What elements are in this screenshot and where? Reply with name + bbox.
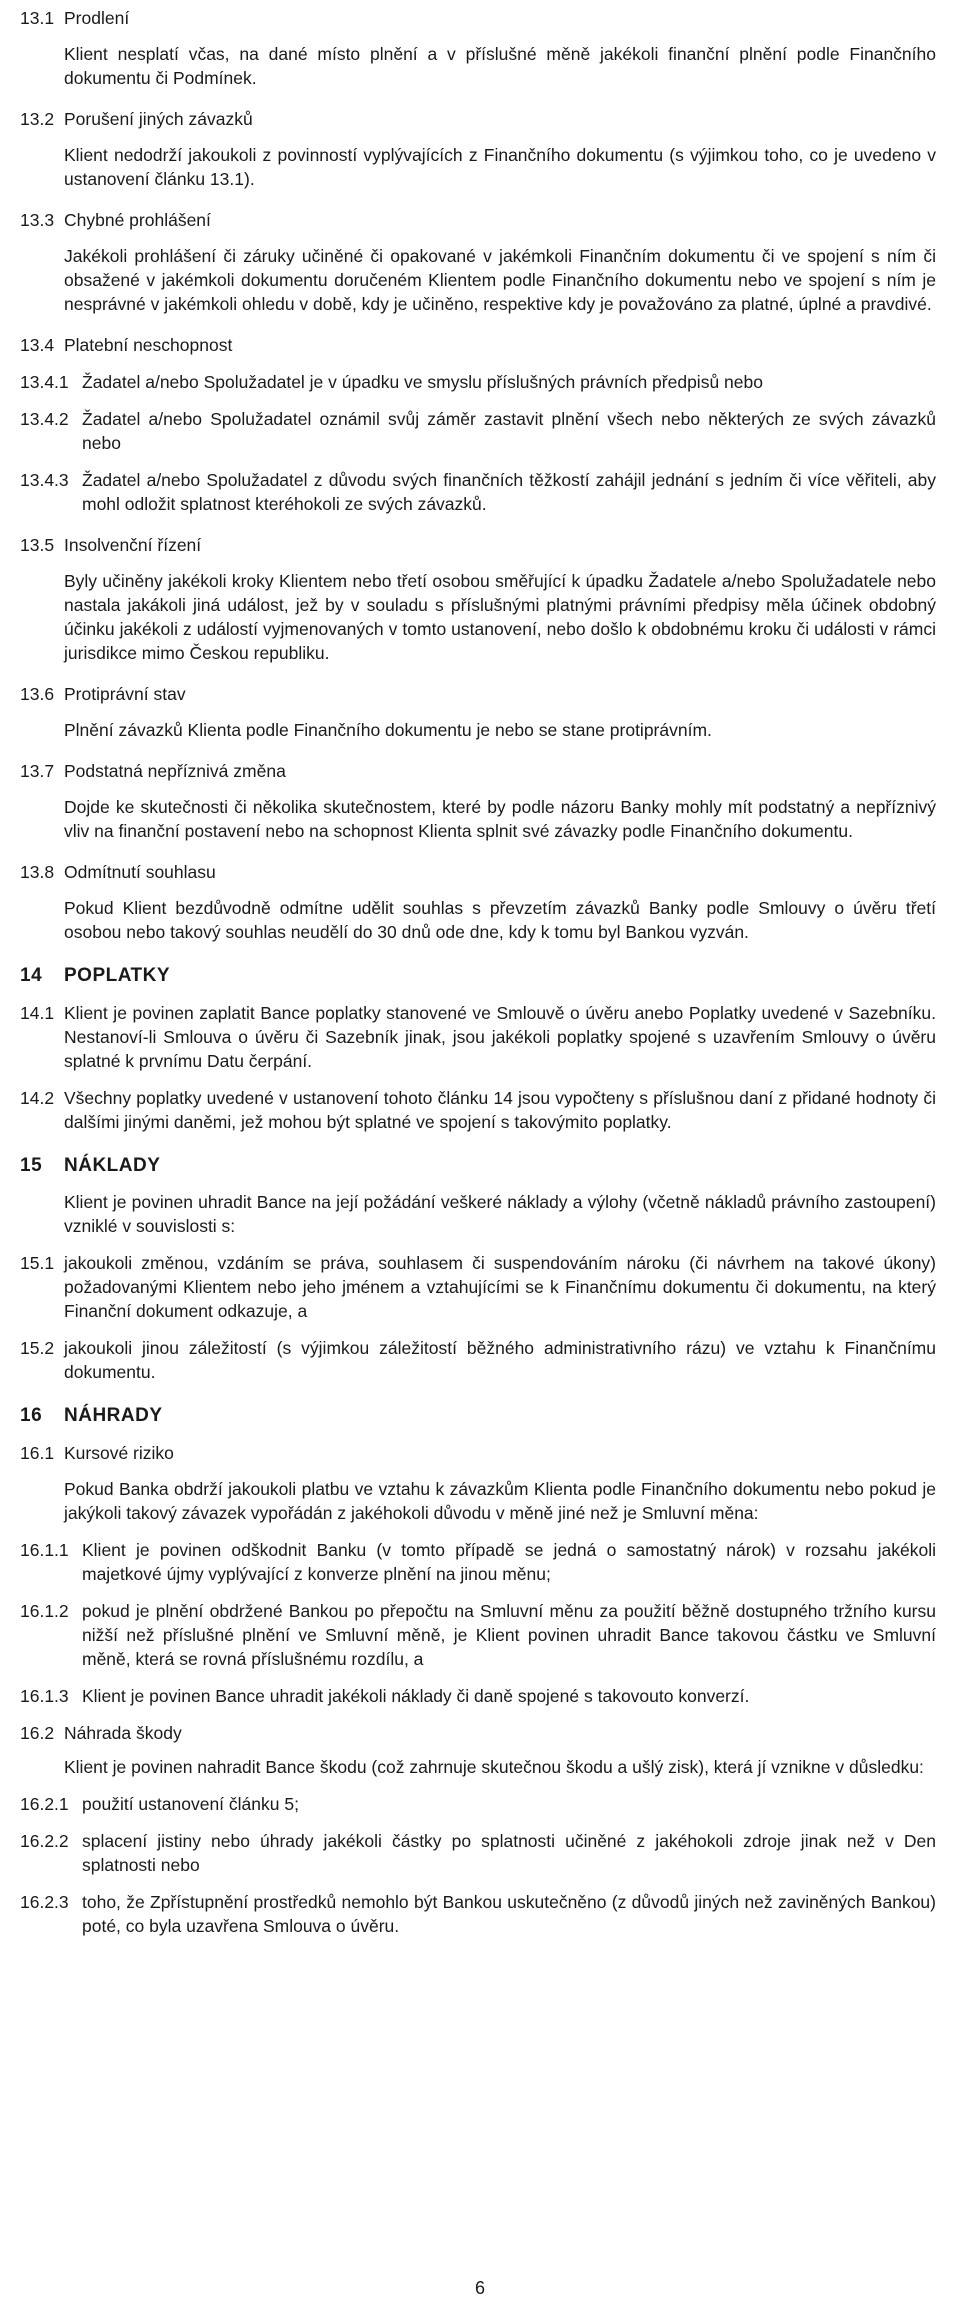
section-13-3-text: Jakékoli prohlášení či záruky učiněné či opakované v jakémkoli Finančním dokumentu či ve spojení s ním či obsažené v jakémkoli dokumentu doručeném Klientem podle Finančního dokumentu nebo ve spojení s ním je nesprávné v jakémkoli ohledu v době, kdy je učiněno, respektive kdy je považováno za platné, úplné a pravdivé. xyxy=(64,246,936,314)
list-item xyxy=(20,1599,936,1671)
list-item xyxy=(20,1829,936,1877)
item-text: jakoukoli změnou, vzdáním se práva, souhlasem či suspendováním nároku (či návrhem na takové úkony) požadovanými Klientem nebo jeho jménem a vztahujícími se k Finančnímu dokumentu či dokumentu, na který Finanční dokument odkazuje, a xyxy=(64,1253,936,1321)
chapter-16-heading xyxy=(20,1404,936,1428)
item-number: 15.2 xyxy=(20,1338,55,1358)
chapter-title: NÁKLADY xyxy=(64,1155,161,1176)
item-number: 16.2.3 xyxy=(20,1892,69,1912)
list-item xyxy=(20,407,936,455)
list-item xyxy=(20,1538,936,1586)
list-item xyxy=(20,1086,936,1134)
section-number: 13.3 xyxy=(20,210,55,230)
item-text: Žadatel a/nebo Spolužadatel oznámil svůj záměr zastavit plnění všech nebo některých ze svých závazků nebo xyxy=(82,409,936,453)
list-item xyxy=(20,1792,936,1816)
section-number: 13.4 xyxy=(20,335,55,355)
chapter-number: 15 xyxy=(20,1155,43,1176)
list-item xyxy=(20,1890,936,1938)
item-number: 13.4.1 xyxy=(20,372,69,392)
section-16-2-heading xyxy=(20,1721,936,1745)
item-number: 16.1.1 xyxy=(20,1540,69,1560)
section-13-8-heading xyxy=(20,860,936,884)
item-number: 16.1.3 xyxy=(20,1686,69,1706)
section-title: Podstatná nepříznivá změna xyxy=(64,761,286,781)
section-title: Prodlení xyxy=(64,8,130,28)
item-text: použití ustanovení článku 5; xyxy=(82,1794,299,1814)
item-text: Klient je povinen zaplatit Bance poplatky stanovené ve Smlouvě o úvěru anebo Poplatky uvedené v Sazebníku. Nestanoví-li Smlouva o úvěru či Sazebník jinak, jsou jakékoli poplatky spojené s uzavřením Smlouvy o úvěru splatné k prvnímu Datu čerpání. xyxy=(64,1003,936,1071)
chapter-15-intro: Klient je povinen uhradit Bance na její požádání veškeré náklady a výlohy (včetně nákladů právního zastoupení) vzniklé v souvislosti s: xyxy=(64,1192,936,1236)
section-13-2-text: Klient nedodrží jakoukoli z povinností vyplývajících z Finančního dokumentu (s výjimkou toho, co je uvedeno v ustanovení článku 13.1). xyxy=(64,145,936,189)
item-number: 16.1.2 xyxy=(20,1601,69,1621)
item-text: jakoukoli jinou záležitostí (s výjimkou záležitostí běžného administrativního rázu) ve vztahu k Finančnímu dokumentu. xyxy=(64,1338,936,1382)
list-item xyxy=(20,1684,936,1708)
document-page xyxy=(20,6,936,1938)
list-item xyxy=(20,1001,936,1073)
item-number: 14.1 xyxy=(20,1003,55,1023)
chapter-title: NÁHRADY xyxy=(64,1405,163,1426)
section-13-5-heading xyxy=(20,533,936,557)
section-13-2-heading xyxy=(20,107,936,131)
section-13-4-heading xyxy=(20,333,936,357)
chapter-title: POPLATKY xyxy=(64,965,171,986)
item-number: 16.2.2 xyxy=(20,1831,69,1851)
section-13-7-heading xyxy=(20,759,936,783)
item-text: Žadatel a/nebo Spolužadatel z důvodu svých finančních těžkostí zahájil jednání s jedním či více věřiteli, aby mohl odložit splatnost kteréhokoli ze svých závazků. xyxy=(82,470,936,514)
section-title: Platební neschopnost xyxy=(64,335,233,355)
page-number: 6 xyxy=(474,2278,485,2298)
item-text: Všechny poplatky uvedené v ustanovení tohoto článku 14 jsou vypočteny s příslušnou daní z přidané hodnoty či dalšími jinými daněmi, jež mohou být splatné ve spojení s takovýmito poplatky. xyxy=(64,1088,936,1132)
section-number: 13.2 xyxy=(20,109,55,129)
section-number: 16.2 xyxy=(20,1723,55,1743)
section-title: Kursové riziko xyxy=(64,1443,174,1463)
item-text: splacení jistiny nebo úhrady jakékoli částky po splatnosti učiněné z jakéhokoli zdroje jinak než v Den splatnosti nebo xyxy=(82,1831,936,1875)
item-number: 16.2.1 xyxy=(20,1794,69,1814)
list-item xyxy=(20,1251,936,1323)
section-13-1-text: Klient nesplatí včas, na dané místo plnění a v příslušné měně jakékoli finanční plnění podle Finančního dokumentu či Podmínek. xyxy=(64,44,936,88)
chapter-number: 16 xyxy=(20,1405,43,1426)
item-number: 15.1 xyxy=(20,1253,55,1273)
item-text: pokud je plnění obdržené Bankou po přepočtu na Smluvní měnu za použití běžně dostupného tržního kursu nižší než příslušné plnění ve Smluvní měně, je Klient povinen uhradit Bance takovou částku ve Smluvní měně, která se rovná příslušnému rozdílu, a xyxy=(82,1601,936,1669)
section-number: 13.5 xyxy=(20,535,55,555)
section-13-6-text: Plnění závazků Klienta podle Finančního dokumentu je nebo se stane protiprávním. xyxy=(64,720,712,740)
item-text: Klient je povinen Bance uhradit jakékoli náklady či daně spojené s takovouto konverzí. xyxy=(82,1686,750,1706)
section-13-7-text: Dojde ke skutečnosti či několika skutečnostem, které by podle názoru Banky mohly mít podstatný a nepříznivý vliv na finanční postavení nebo na schopnost Klienta splnit své závazky podle Finančního dokumentu. xyxy=(64,797,936,841)
section-number: 13.7 xyxy=(20,761,55,781)
section-13-6-heading xyxy=(20,682,936,706)
item-number: 13.4.2 xyxy=(20,409,69,429)
chapter-15-heading xyxy=(20,1154,936,1178)
section-title: Porušení jiných závazků xyxy=(64,109,253,129)
section-number: 16.1 xyxy=(20,1443,55,1463)
section-13-5-text: Byly učiněny jakékoli kroky Klientem nebo třetí osobou směřující k úpadku Žadatele a/nebo Spolužadatele nebo nastala jakákoli jiná událost, jež by v souladu s příslušnými platnými právními předpisy měla účinek obdobný účinku jakékoli z událostí vyjmenovaných v tomto ustanovení, nebo došlo k obdobnému kroku či události v rámci jurisdikce mimo Českou republiku. xyxy=(64,571,936,663)
section-title: Chybné prohlášení xyxy=(64,210,211,230)
list-item xyxy=(20,370,936,394)
section-title: Odmítnutí souhlasu xyxy=(64,862,216,882)
section-16-1-text: Pokud Banka obdrží jakoukoli platbu ve vztahu k závazkům Klienta podle Finančního dokumentu nebo pokud je jakýkoli takový závazek vypořádán z jakéhokoli důvodu v měně jiné než je Smluvní měna: xyxy=(64,1479,936,1523)
section-title: Náhrada škody xyxy=(64,1723,182,1743)
section-13-1-heading xyxy=(20,6,936,30)
section-16-2-text: Klient je povinen nahradit Bance škodu (což zahrnuje skutečnou škodu a ušlý zisk), která jí vznikne v důsledku: xyxy=(64,1757,924,1777)
section-number: 13.8 xyxy=(20,862,55,882)
section-number: 13.6 xyxy=(20,684,55,704)
section-16-1-heading xyxy=(20,1441,936,1465)
item-text: Žadatel a/nebo Spolužadatel je v úpadku ve smyslu příslušných právních předpisů nebo xyxy=(82,372,763,392)
list-item xyxy=(20,468,936,516)
item-number: 13.4.3 xyxy=(20,470,69,490)
section-title: Insolvenční řízení xyxy=(64,535,202,555)
section-number: 13.1 xyxy=(20,8,55,28)
item-text: toho, že Zpřístupnění prostředků nemohlo být Bankou uskutečněno (z důvodů jiných než zaviněných Bankou) poté, co byla uzavřena Smlouva o úvěru. xyxy=(82,1892,936,1936)
chapter-14-heading xyxy=(20,964,936,988)
section-title: Protiprávní stav xyxy=(64,684,186,704)
chapter-number: 14 xyxy=(20,965,43,986)
item-number: 14.2 xyxy=(20,1088,55,1108)
list-item xyxy=(20,1336,936,1384)
item-text: Klient je povinen odškodnit Banku (v tomto případě se jedná o samostatný nárok) v rozsahu jakékoli majetkové újmy vyplývající z konverze plnění na jinou měnu; xyxy=(82,1540,936,1584)
section-13-8-text: Pokud Klient bezdůvodně odmítne udělit souhlas s převzetím závazků Banky podle Smlouvy o úvěru třetí osobou nebo takový souhlas neudělí do 30 dnů ode dne, kdy k tomu byl Bankou vyzván. xyxy=(64,898,936,942)
section-13-3-heading xyxy=(20,208,936,232)
